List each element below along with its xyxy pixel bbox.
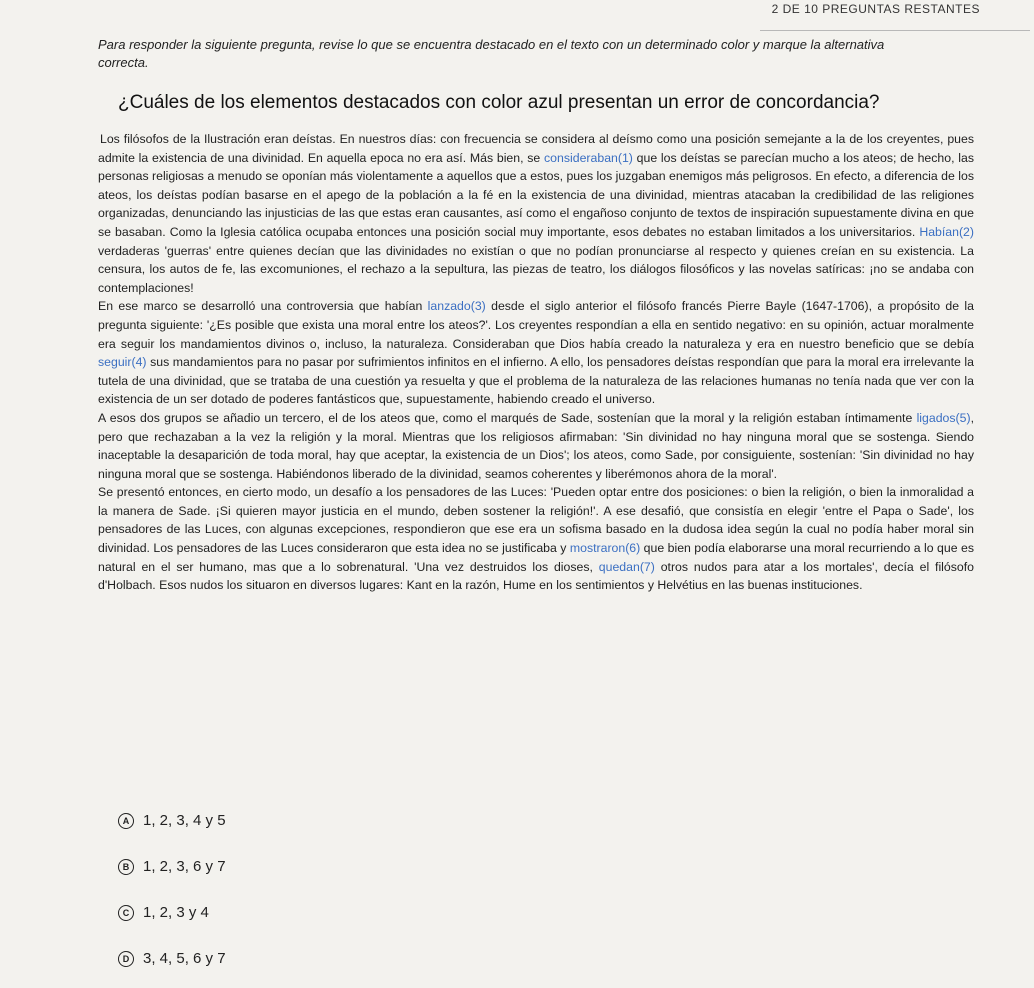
highlight-4: seguir(4) xyxy=(98,355,147,370)
highlight-7: quedan(7) xyxy=(598,559,655,574)
option-c[interactable] xyxy=(118,904,209,921)
highlight-3: lanzado(3) xyxy=(427,299,486,314)
paragraph-4: Se presentó entonces, en cierto modo, un desafío a los pensadores de las Luces: 'Pueden optar entre dos posiciones: o bien la religión, o bien la inmoralidad a la manera de Sade. ¡Si quieren mayor justicia en el mundo, deben sostener la religión!'. A ese desafió, que consistía en elegir 'entre el Papa o Sade', los pensadores de las Luces, con algunas excepciones, respondieron que ese era un sofisma basado en la dudosa idea según la cual no podía haber moral sin divinidad. Los pensadores de las Luces consideraron que esta idea no se justificaba y mostraron(6) que bien podía elaborarse una moral recurriendo a lo que es natural en el ser humano, mas que a lo sobrenatural. 'Una vez destruidos los dioses, quedan(7) otros nudos para atar a los mortales', decía el filósofo d'Holbach. Esos nudos los situaron en diversos lugares: Kant en la razón, Hume en los sentimientos y Helvétius en las buenas instituciones. xyxy=(98,485,974,593)
highlight-6: mostraron(6) xyxy=(569,541,641,556)
option-a[interactable] xyxy=(118,812,226,829)
reading-passage xyxy=(98,130,974,595)
option-d-letter-badge[interactable]: D xyxy=(118,951,134,967)
option-c-letter-badge[interactable]: C xyxy=(118,905,134,921)
option-b-text[interactable]: 1, 2, 3, 6 y 7 xyxy=(143,858,226,875)
instruction-line-2: correcta. xyxy=(98,55,149,70)
option-b[interactable] xyxy=(118,858,226,875)
highlight-5: ligados(5) xyxy=(916,410,971,425)
option-b-letter-badge[interactable]: B xyxy=(118,859,134,875)
paragraph-2: En ese marco se desarrolló una controversia que habían lanzado(3) desde el siglo anterior el filósofo francés Pierre Bayle (1647-1706), a propósito de la pregunta siguiente: '¿Es posible que exista una moral entre los ateos?'. Los creyentes respondían a ella en sentido negativo: en su opinión, actuar moralmente era seguir los mandamientos divinos o, incluso, la naturaleza. Consideraban que Dios había creado la naturaleza y era en nuestro beneficio que se debía seguir(4) sus mandamientos para no pasar por sufrimientos infinitos en el infierno. A ello, los pensadores deístas respondían que para la moral era irrelevante la tutela de una divinidad, que se trataba de una cuestión ya resuelta y que el problema de la naturaleza de las relaciones humanas no tenía nada que ver con la existencia de un ser dotado de poderes fantásticos que, supuestamente, habiendo creado el universo. xyxy=(98,299,975,407)
option-a-letter-badge[interactable]: A xyxy=(118,813,134,829)
highlight-2: Habían(2) xyxy=(919,224,974,239)
option-d-text[interactable]: 3, 4, 5, 6 y 7 xyxy=(143,950,226,967)
instruction-text xyxy=(98,36,998,70)
option-c-text[interactable]: 1, 2, 3 y 4 xyxy=(143,904,209,921)
header-divider xyxy=(760,30,1030,31)
question-title: ¿Cuáles de los elementos destacados con color azul presentan un error de concordancia? xyxy=(118,92,880,113)
remaining-questions-counter: 2 DE 10 PREGUNTAS RESTANTES xyxy=(771,2,980,16)
instruction-line-1: Para responder la siguiente pregunta, revise lo que se encuentra destacado en el texto con un determinado color y marque la alternativa xyxy=(98,37,885,52)
paragraph-1: Los filósofos de la Ilustración eran deístas. En nuestros días: con frecuencia se considera al deísmo como una posición semejante a la de los creyentes, pues admite la existencia de una divinidad. En aquella epoca no era así. Más bien, se consideraban(1) que los deístas se parecían mucho a los ateos; de hecho, las personas religiosas a menudo se oponían más violentamente a aquellos que a estos, pues los juzgaban enemigos más peligrosos. En efecto, a diferencia de los ateos, los deístas podían basarse en el apego de la población a la fé en la existencia de una divinidad, mientras atacaban la credibilidad de las religiones organizadas, denunciando las injusticias de las que estas eran causantes, así como el engañoso conjunto de textos de inspiración supuestamente divina en que se basaban. Como la Iglesia católica ocupaba entonces una posición social muy importante, esos debates no estaban limitados a los universitarios. Habían(2) verdaderas 'guerras' entre quienes decían que las divinidades no existían o que no podían pronunciarse al respecto y quienes creían en su existencia. La censura, los autos de fe, las excomuniones, el rechazo a la sepultura, las piezas de teatro, los diálogos filosóficos y las novelas satíricas: ¡no se andaba con contemplaciones! xyxy=(98,132,974,295)
option-a-text[interactable]: 1, 2, 3, 4 y 5 xyxy=(143,812,226,829)
option-d[interactable] xyxy=(118,950,226,967)
highlight-1: consideraban(1) xyxy=(544,150,633,165)
paragraph-3: A esos dos grupos se añadio un tercero, el de los ateos que, como el marqués de Sade, sostenían que la moral y la religión estaban íntimamente ligados(5), pero que rechazaban a la vez la religión y la moral. Mientras que los religiosos afirmaban: 'Sin divinidad no hay ninguna moral que se sostenga. Siendo inaceptable la desaparición de toda moral, hay que aceptar, la existencia de un Dios'; los ateos, como Sade, por consiguiente, sostenían: 'Sin divinidad no hay ninguna moral que se sostenga. Habiéndonos liberado de la divinidad, seamos coherentes y liberémonos ahora de la moral'. xyxy=(98,410,974,481)
